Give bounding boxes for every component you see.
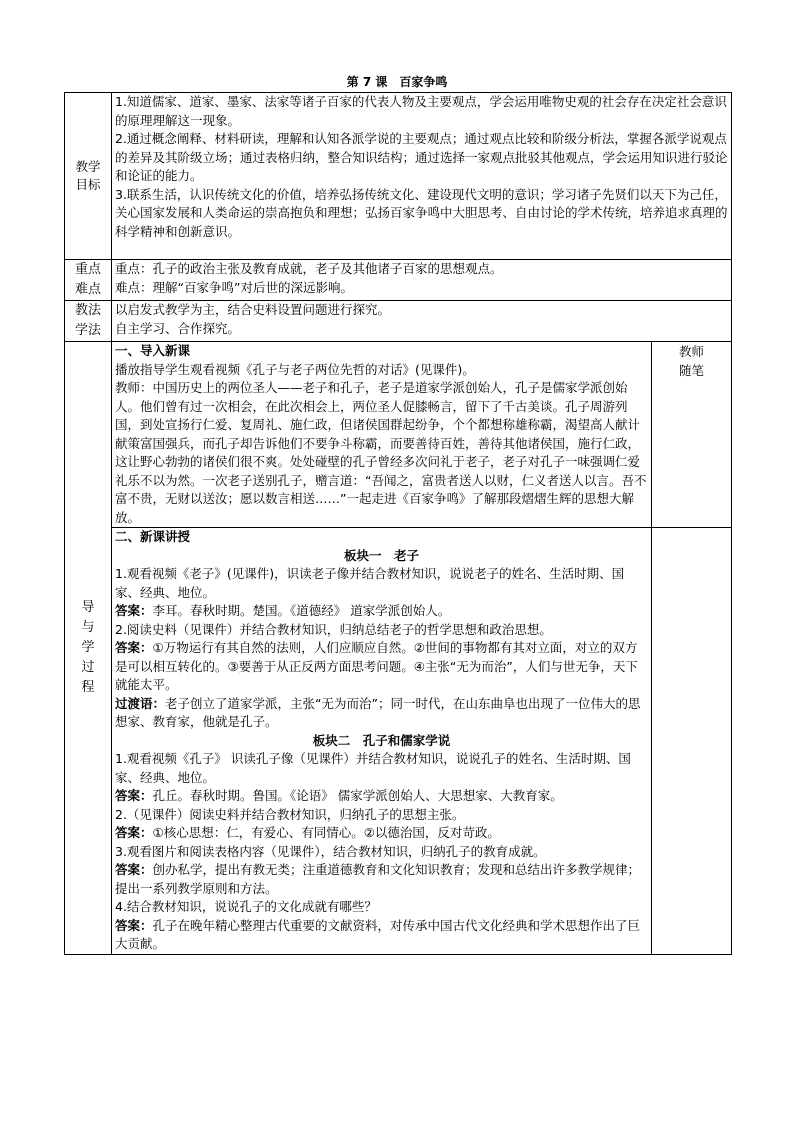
answer-label: 答案： <box>115 788 153 803</box>
process-label-char: 与 <box>81 619 95 635</box>
answer-text: 孔丘。春秋时期。鲁国。《论语》 儒家学派创始人、大思想家、大教育家。 <box>152 788 563 803</box>
answer-text: ①核心思想：仁，有爱心、有同情心。②以德治国，反对苛政。 <box>152 825 500 840</box>
teacher-notes-cell <box>652 342 732 528</box>
goals-label <box>65 93 112 260</box>
question: 2.阅读史料（见课件）并结合教材知识，归纳总结老子的哲学思想和政治思想。 <box>115 621 552 637</box>
answer <box>115 787 648 806</box>
question: 3.观看图片和阅读表格内容（见课件），结合教材知识，归纳孔子的教育成就。 <box>115 843 546 859</box>
transition-label: 过渡语： <box>115 695 166 711</box>
intro-heading: 一、导入新课 <box>115 343 191 358</box>
notes-label: 教师 <box>678 344 704 359</box>
intro-content <box>112 342 652 528</box>
key-points-row <box>65 260 732 301</box>
block-title: 板块一 老子 <box>343 547 419 563</box>
teaching-method-text: 以启发式教学为主，结合史料设置问题进行探究。 <box>115 302 391 317</box>
answer-label: 答案： <box>115 825 153 840</box>
goal-item: 2.通过概念阐释、材料研读，理解和认知各派学说的主要观点；通过观点比较和阶级分析法，掌握各派学说观点的差异及其阶级立场；通过表格归纳，整合知识结构；通过选择一家观点批驳其他观点，学会运用知识进行驳论和论证的能力。 <box>115 131 728 183</box>
goals-row <box>65 93 732 260</box>
goal-item: 3.联系生活，认识传统文化的价值，培养弘扬传统文化、建设现代文明的意识；学习诸子先贤们以天下为己任，关心国家发展和人类命运的崇高抱负和理想；弘扬百家争鸣中大胆思考、自由讨论的学术传统，培养追求真理的科学精神和创新意识。 <box>115 186 728 239</box>
question: 4.结合教材知识，说说孔子的文化成就有哪些？ <box>115 899 377 914</box>
question: 1.观看视频《老子》(见课件)，识读老子像并结合教材知识，说说老子的姓名、生活时期、国家、经典、地位。 <box>115 566 625 600</box>
notes-label: 随笔 <box>678 363 704 378</box>
answer-label: 答案： <box>115 862 153 877</box>
intro-row <box>65 342 732 528</box>
answer-text: 李耳。春秋时期。楚国。《道德经》 道家学派创始人。 <box>152 603 451 618</box>
answer-label: 答案： <box>115 640 153 655</box>
page-title: 第 7 课 百家争鸣 <box>346 75 448 89</box>
new-lesson-content <box>112 528 652 955</box>
block-title: 板块二 孔子和儒家学说 <box>312 732 451 748</box>
key-point-text: 重点：孔子的政治主张及教育成就，老子及其他诸子百家的思想观点。 <box>115 261 503 276</box>
answer-text: 创办私学，提出有教无类；注重道德教育和文化知识教育；发现和总结出许多教学规律；提出一系列教学原则和方法。 <box>115 862 641 896</box>
process-label-char: 过 <box>81 659 95 675</box>
new-lesson-heading: 二、新课讲授 <box>115 529 191 544</box>
key-points-content <box>112 260 732 301</box>
answer <box>115 602 648 621</box>
key-points-label <box>65 260 112 301</box>
intro-line: 播放指导学生观看视频《孔子与老子两位先哲的对话》(见课件)。 <box>115 361 475 377</box>
answer-label: 答案： <box>115 603 153 618</box>
answer <box>115 861 648 898</box>
answer <box>115 639 648 695</box>
answer <box>115 917 648 954</box>
process-label-char: 导 <box>81 599 95 615</box>
methods-row <box>65 301 732 342</box>
methods-label <box>65 301 112 342</box>
goal-item: 1.知道儒家、道家、墨家、法家等诸子百家的代表人物及主要观点，学会运用唯物史观的社会存在决定社会意识的原理理解这一现象。 <box>115 94 727 128</box>
key-label: 重点 <box>74 262 101 277</box>
goals-label-text: 教学目标 <box>75 158 101 192</box>
answer-text: ①万物运行有其自然的法则，人们应顺应自然。②世间的事物都有其对立面，对立的双方是可以相互转化的。③要善于从正反两方面思考问题。④主张“无为而治”，人们与世无争，天下就能太平。 <box>115 640 638 692</box>
question: 1.观看视频《孔子》 识读孔子像（见课件）并结合教材知识，说说孔子的姓名、生活时期、国家、经典、地位。 <box>115 751 631 785</box>
process-label <box>65 342 112 955</box>
methods-content <box>112 301 732 342</box>
teacher-notes-blank <box>652 528 732 955</box>
process-label-char: 程 <box>81 679 95 695</box>
question: 2.（见课件）阅读史料并结合教材知识，归纳孔子的思想主张。 <box>115 806 465 822</box>
answer-label: 答案： <box>115 917 153 933</box>
difficult-point-text: 难点：理解“百家争鸣”对后世的深远影响。 <box>115 279 353 295</box>
transition-text: 老子创立了道家学派，主张“无为而治”；同一时代，在山东曲阜也出现了一位伟大的思想家、教育家，他就是孔子。 <box>115 695 641 729</box>
learning-method-label: 学法 <box>74 323 101 338</box>
intro-teacher-text: 教师：中国历史上的两位圣人——老子和孔子，老子是道家学派创始人，孔子是儒家学派创始人。他们曾有过一次相会，在此次相会上，两位圣人促膝畅言，留下了千古美谈。孔子周游列国，到处宣扬行仁爱、复周礼、施仁政，但诸侯国群起纷争，个个都想称雄称霸，渴望高人献计献策富国强兵，而孔子却告诉他们不要争斗称霸，而要善待百姓，善待其他诸侯国，施行仁政，这让野心勃勃的诸侯们很不爽。处处碰壁的孔子曾经多次问礼于老子，老子对孔子一味强调仁爱礼乐不以为然。一次老子送别孔子，赠言道：“吾闻之，富贵者送人以财，仁义者送人以言。吾不富不贵，无财以送汝；愿以数言相送……”一起走进《百家争鸣》了解那段熠熠生辉的思想大解放。 <box>115 380 647 525</box>
lesson-plan-table <box>64 92 732 955</box>
transition <box>115 695 648 732</box>
goals-content <box>112 93 732 260</box>
difficult-label: 难点 <box>74 282 101 297</box>
learning-method-text: 自主学习、合作探究。 <box>115 320 241 336</box>
process-label-char: 学 <box>81 639 95 655</box>
teaching-method-label: 教法 <box>74 303 101 318</box>
answer-text: 孔子在晚年精心整理古代重要的文献资料，对传承中国古代文化经典和学术思想作出了巨大贡献。 <box>115 917 641 951</box>
new-lesson-row <box>65 528 732 955</box>
answer <box>115 824 648 843</box>
